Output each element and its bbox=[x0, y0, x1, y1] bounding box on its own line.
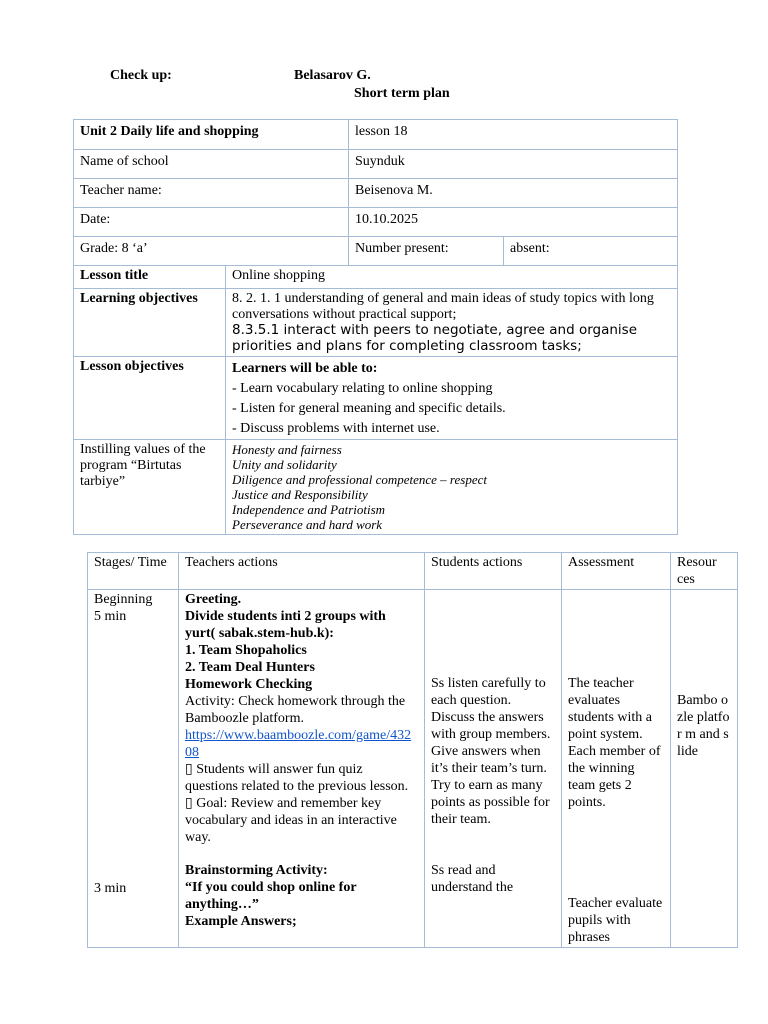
lesson-title-label: Lesson title bbox=[74, 266, 226, 289]
stages-cell bbox=[88, 590, 179, 948]
teacher-actions-cell bbox=[179, 590, 425, 948]
teacher-label: Teacher name: bbox=[74, 179, 349, 208]
absent-cell: absent: bbox=[504, 237, 678, 266]
check-up-label: Check up: bbox=[110, 68, 172, 83]
teacher-value: Beisenova M. bbox=[349, 179, 678, 208]
school-value: Suynduk bbox=[349, 150, 678, 179]
learning-objectives-label: Learning objectives bbox=[74, 289, 226, 357]
stage-name: Beginning bbox=[94, 592, 153, 607]
value-item: Perseverance and hard work bbox=[232, 517, 383, 532]
header-assessment: Assessment bbox=[562, 553, 671, 590]
resources-text: Bambo ozle platfor m and slide bbox=[677, 693, 730, 759]
value-item: Independence and Patriotism bbox=[232, 502, 386, 517]
team-name: 2. Team Deal Hunters bbox=[185, 660, 315, 675]
value-item: Diligence and professional competence – respect bbox=[232, 472, 487, 487]
value-item: Honesty and fairness bbox=[232, 442, 342, 457]
greeting: Greeting. bbox=[185, 592, 242, 607]
lesson-objective-item: - Learn vocabulary relating to online shopping bbox=[232, 381, 493, 396]
bullet-icon: ▯ bbox=[185, 796, 193, 811]
lesson-info-table bbox=[73, 119, 678, 535]
brainstorm-question: “If you could shop online for anything…” bbox=[185, 880, 357, 912]
value-item: Justice and Responsibility bbox=[232, 487, 368, 502]
stage-time: 3 min bbox=[94, 881, 127, 896]
grade-cell: Grade: 8 ‘a’ bbox=[74, 237, 349, 266]
checker-name: Belasarov G. bbox=[294, 68, 371, 83]
lesson-objectives-label: Lesson objectives bbox=[74, 357, 226, 440]
divide-instruction: Divide students inti 2 groups with yurt( sabak.stem-hub.k): bbox=[185, 609, 386, 641]
assessment-cell bbox=[562, 590, 671, 948]
bamboozle-link[interactable]: https://www.baamboozle.com/game/43208 bbox=[185, 728, 412, 760]
document-title: Short term plan bbox=[354, 86, 450, 101]
assessment-text: Teacher evaluate pupils with phrases bbox=[568, 896, 663, 945]
values-list bbox=[226, 440, 678, 535]
lesson-title-value: Online shopping bbox=[226, 266, 678, 289]
learning-objective-2: 8.3.5.1 interact with peers to negotiate, agree and organise priorities and plans for completing classroom tasks; bbox=[232, 322, 638, 354]
bullet-icon: ▯ bbox=[185, 762, 193, 777]
number-present-cell: Number present: bbox=[349, 237, 504, 266]
lesson-objectives-heading: Learners will be able to: bbox=[232, 361, 378, 376]
team-name: 1. Team Shopaholics bbox=[185, 643, 307, 658]
unit-cell: Unit 2 Daily life and shopping bbox=[74, 120, 349, 150]
value-item: Unity and solidarity bbox=[232, 457, 337, 472]
header-stages: Stages/ Time bbox=[88, 553, 179, 590]
student-action: Try to earn as many points as possible for their team. bbox=[431, 778, 550, 827]
homework-goal: ▯ Goal: Review and remember key vocabulary and ideas in an interactive way. bbox=[185, 796, 397, 845]
values-label: Instilling values of the program “Birtutas tarbiye” bbox=[74, 440, 226, 535]
brainstorm-examples: Example Answers; bbox=[185, 914, 297, 929]
header-teacher-actions: Teachers actions bbox=[179, 553, 425, 590]
lesson-number-cell: lesson 18 bbox=[349, 120, 678, 150]
school-label: Name of school bbox=[74, 150, 349, 179]
homework-activity: Activity: Check homework through the Bamboozle platform. bbox=[185, 694, 406, 726]
homework-heading: Homework Checking bbox=[185, 677, 313, 692]
student-action: Give answers when it’s their team’s turn. bbox=[431, 744, 547, 776]
student-action: Discuss the answers with group members. bbox=[431, 710, 551, 742]
lesson-objective-item: - Listen for general meaning and specific details. bbox=[232, 401, 506, 416]
date-label: Date: bbox=[74, 208, 349, 237]
student-action: Ss listen carefully to each question. bbox=[431, 676, 546, 708]
lesson-plan-table bbox=[87, 552, 738, 948]
brainstorm-heading: Brainstorming Activity: bbox=[185, 863, 328, 878]
stage-time: 5 min bbox=[94, 609, 127, 624]
learning-objectives-cell bbox=[226, 289, 678, 357]
student-action: Ss read and understand the bbox=[431, 863, 514, 895]
date-value: 10.10.2025 bbox=[349, 208, 678, 237]
learning-objective-1: 8. 2. 1. 1 understanding of general and main ideas of study topics with long conversations without practical support; bbox=[232, 291, 654, 322]
header-resources: Resour ces bbox=[671, 553, 738, 590]
students-actions-cell bbox=[425, 590, 562, 948]
resources-cell bbox=[671, 590, 738, 948]
assessment-text: The teacher evaluates students with a point system. Each member of the winning team gets 2 points. bbox=[568, 676, 661, 810]
homework-quiz: ▯ Students will answer fun quiz questions related to the previous lesson. bbox=[185, 762, 409, 794]
lesson-objectives-cell bbox=[226, 357, 678, 440]
lesson-objective-item: - Discuss problems with internet use. bbox=[232, 421, 440, 436]
header-students-actions: Students actions bbox=[425, 553, 562, 590]
